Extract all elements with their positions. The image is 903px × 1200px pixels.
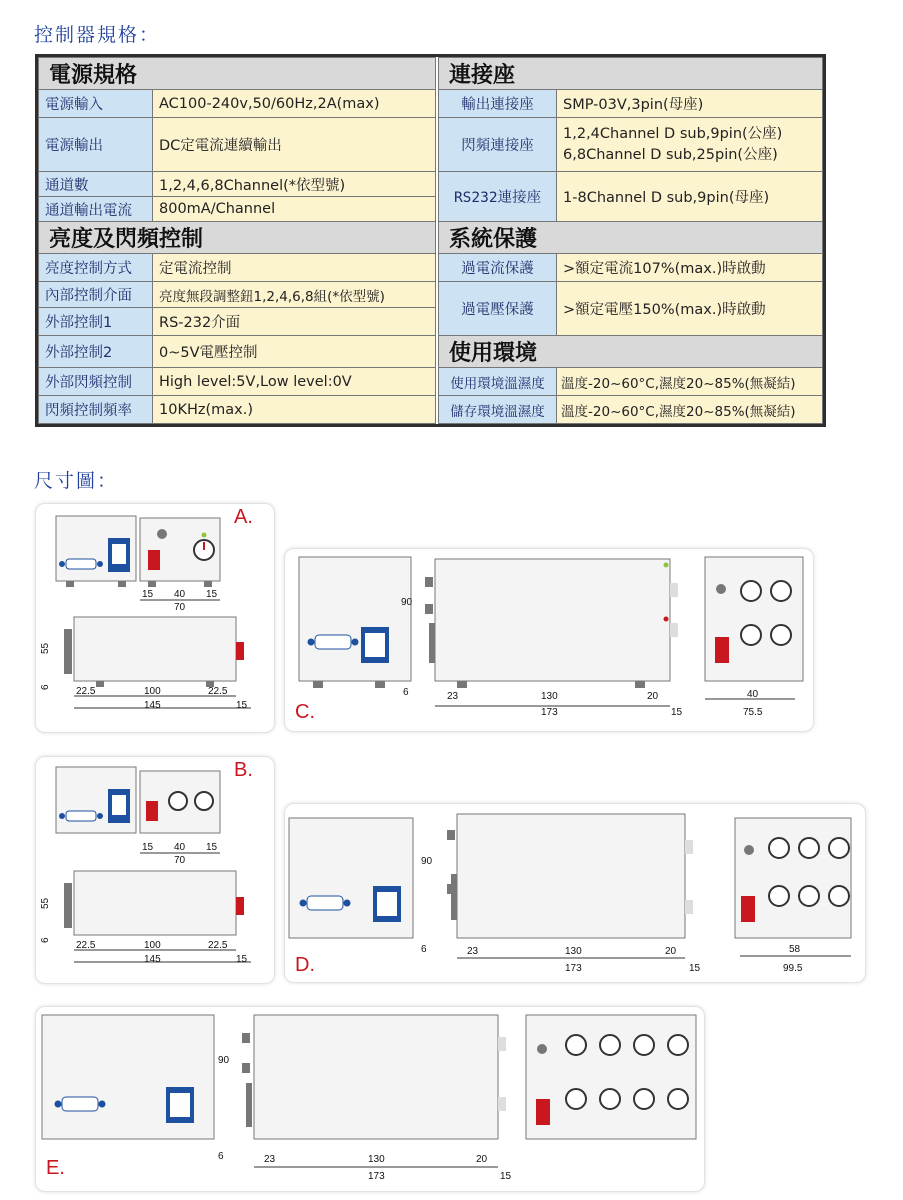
dim-c-side-mid: 130: [541, 691, 558, 702]
dim-c-front-total: 75.5: [743, 707, 763, 718]
channels-value: 1,2,4,6,8Channel(*依型號): [153, 172, 436, 197]
drawing-e-dims: [36, 1007, 704, 1191]
drawing-panel-b: [35, 756, 275, 984]
external-control-2-value: 0~5V電壓控制: [153, 336, 436, 368]
drawing-b-label: B.: [234, 759, 253, 781]
dim-a-front-right: 15: [206, 589, 218, 600]
dim-e-side-total: 173: [368, 1171, 385, 1182]
external-control-2-label: 外部控制2: [39, 336, 153, 368]
dim-d-side-right: 20: [665, 946, 677, 957]
strobe-connector-value: [557, 118, 823, 172]
dim-e-foot: 6: [218, 1151, 224, 1162]
internal-control-value: 亮度無段調整鈕1,2,4,6,8組(*依型號): [153, 282, 436, 308]
drawing-panel-e: [35, 1006, 705, 1192]
dim-b-side-right: 22.5: [208, 940, 228, 951]
dim-c-side-left: 23: [447, 691, 459, 702]
connector-section-header: 連接座: [439, 58, 823, 90]
operating-env-value: 溫度-20~60°C,濕度20~85%(無凝結): [557, 368, 823, 396]
dim-b-side-left: 22.5: [76, 940, 96, 951]
output-connector-value: SMP-03V,3pin(母座): [557, 90, 823, 118]
dim-d-height: 90: [421, 856, 433, 867]
dim-a-side-tail: 15: [236, 700, 248, 711]
dim-c-height: 90: [401, 597, 413, 608]
dim-b-side-tail: 15: [236, 954, 248, 965]
rs232-connector-value: 1-8Channel D sub,9pin(母座): [557, 172, 823, 222]
external-control-1-value: RS-232介面: [153, 308, 436, 336]
external-strobe-value: High level:5V,Low level:0V: [153, 368, 436, 396]
dim-b-front-left: 15: [142, 842, 154, 853]
dim-a-front-total: 70: [174, 602, 186, 613]
overcurrent-label: 過電流保護: [439, 254, 557, 282]
drawing-a-label: A.: [234, 506, 253, 528]
dim-c-side-right: 20: [647, 691, 659, 702]
dim-d-side-total: 173: [565, 963, 582, 974]
power-output-value: DC定電流連續輸出: [153, 118, 436, 172]
dim-a-height: 55: [40, 642, 51, 654]
dim-c-side-total: 173: [541, 707, 558, 718]
dim-b-front-mid: 40: [174, 842, 186, 853]
internal-control-label: 內部控制介面: [39, 282, 153, 308]
protection-section-header: 系統保護: [439, 222, 823, 254]
dim-e-side-mid: 130: [368, 1154, 385, 1165]
power-section-header: 電源規格: [39, 58, 436, 90]
strobe-connector-label: 閃頻連接座: [439, 118, 557, 172]
brightness-section-header: 亮度及閃頻控制: [39, 222, 436, 254]
dim-d-side-mid: 130: [565, 946, 582, 957]
dim-b-height: 55: [40, 897, 51, 909]
dim-a-side-left: 22.5: [76, 686, 96, 697]
operating-env-label: 使用環境溫濕度: [439, 368, 557, 396]
drawing-panel-c: [284, 548, 814, 732]
strobe-frequency-value: 10KHz(max.): [153, 396, 436, 424]
channel-current-value: 800mA/Channel: [153, 197, 436, 222]
dim-d-side-tail: 15: [689, 963, 701, 974]
dim-c-front-width: 40: [747, 689, 759, 700]
spec-heading: 控制器規格：: [34, 24, 161, 46]
dim-a-side-total: 145: [144, 700, 161, 711]
dim-e-side-tail: 15: [500, 1171, 512, 1182]
dim-e-side-left: 23: [264, 1154, 276, 1165]
external-control-1-label: 外部控制1: [39, 308, 153, 336]
dim-a-front-left: 15: [142, 589, 154, 600]
dim-a-front-mid: 40: [174, 589, 186, 600]
dim-d-side-left: 23: [467, 946, 479, 957]
power-input-label: 電源輸入: [39, 90, 153, 118]
channels-label: 通道數: [39, 172, 153, 197]
dim-b-foot: 6: [40, 937, 51, 943]
overvoltage-label: 過電壓保護: [439, 282, 557, 336]
dim-e-height: 90: [218, 1055, 230, 1066]
dims-heading: 尺寸圖：: [34, 470, 119, 492]
brightness-method-label: 亮度控制方式: [39, 254, 153, 282]
strobe-connector-value-line2: 6,8Channel D sub,25pin(公座): [563, 146, 778, 163]
drawing-c-label: C.: [295, 701, 315, 723]
dim-b-front-right: 15: [206, 842, 218, 853]
external-strobe-label: 外部閃頻控制: [39, 368, 153, 396]
dim-c-foot: 6: [403, 687, 409, 698]
output-connector-label: 輸出連接座: [439, 90, 557, 118]
channel-current-label: 通道輸出電流: [39, 197, 153, 222]
drawing-e-label: E.: [46, 1157, 65, 1179]
drawing-b-dims: [36, 757, 274, 983]
dim-e-side-right: 20: [476, 1154, 488, 1165]
strobe-frequency-label: 閃頻控制頻率: [39, 396, 153, 424]
drawing-d-dims: [285, 804, 865, 982]
drawing-panel-a: [35, 503, 275, 733]
drawing-a-dims: [36, 504, 274, 732]
dim-a-side-mid: 100: [144, 686, 161, 697]
drawing-c-dims: [285, 549, 813, 731]
environment-section-header: 使用環境: [439, 336, 823, 368]
overcurrent-value: >額定電流107%(max.)時啟動: [557, 254, 823, 282]
drawing-panel-d: [284, 803, 866, 983]
dim-b-front-total: 70: [174, 855, 186, 866]
rs232-connector-label: RS232連接座: [439, 172, 557, 222]
spec-table: [35, 54, 826, 427]
power-input-value: AC100-240v,50/60Hz,2A(max): [153, 90, 436, 118]
strobe-connector-value-line1: 1,2,4Channel D sub,9pin(公座): [563, 125, 783, 142]
power-output-label: 電源輸出: [39, 118, 153, 172]
brightness-method-value: 定電流控制: [153, 254, 436, 282]
dim-b-side-mid: 100: [144, 940, 161, 951]
storage-env-value: 溫度-20~60°C,濕度20~85%(無凝結): [557, 396, 823, 424]
dim-d-foot: 6: [421, 944, 427, 955]
dim-d-front-width: 58: [789, 944, 801, 955]
overvoltage-value: >額定電壓150%(max.)時啟動: [557, 282, 823, 336]
drawing-d-label: D.: [295, 954, 315, 976]
dim-d-front-total: 99.5: [783, 963, 803, 974]
dim-a-foot: 6: [40, 684, 51, 690]
storage-env-label: 儲存環境溫濕度: [439, 396, 557, 424]
dim-c-side-tail: 15: [671, 707, 683, 718]
dim-b-side-total: 145: [144, 954, 161, 965]
dim-a-side-right: 22.5: [208, 686, 228, 697]
